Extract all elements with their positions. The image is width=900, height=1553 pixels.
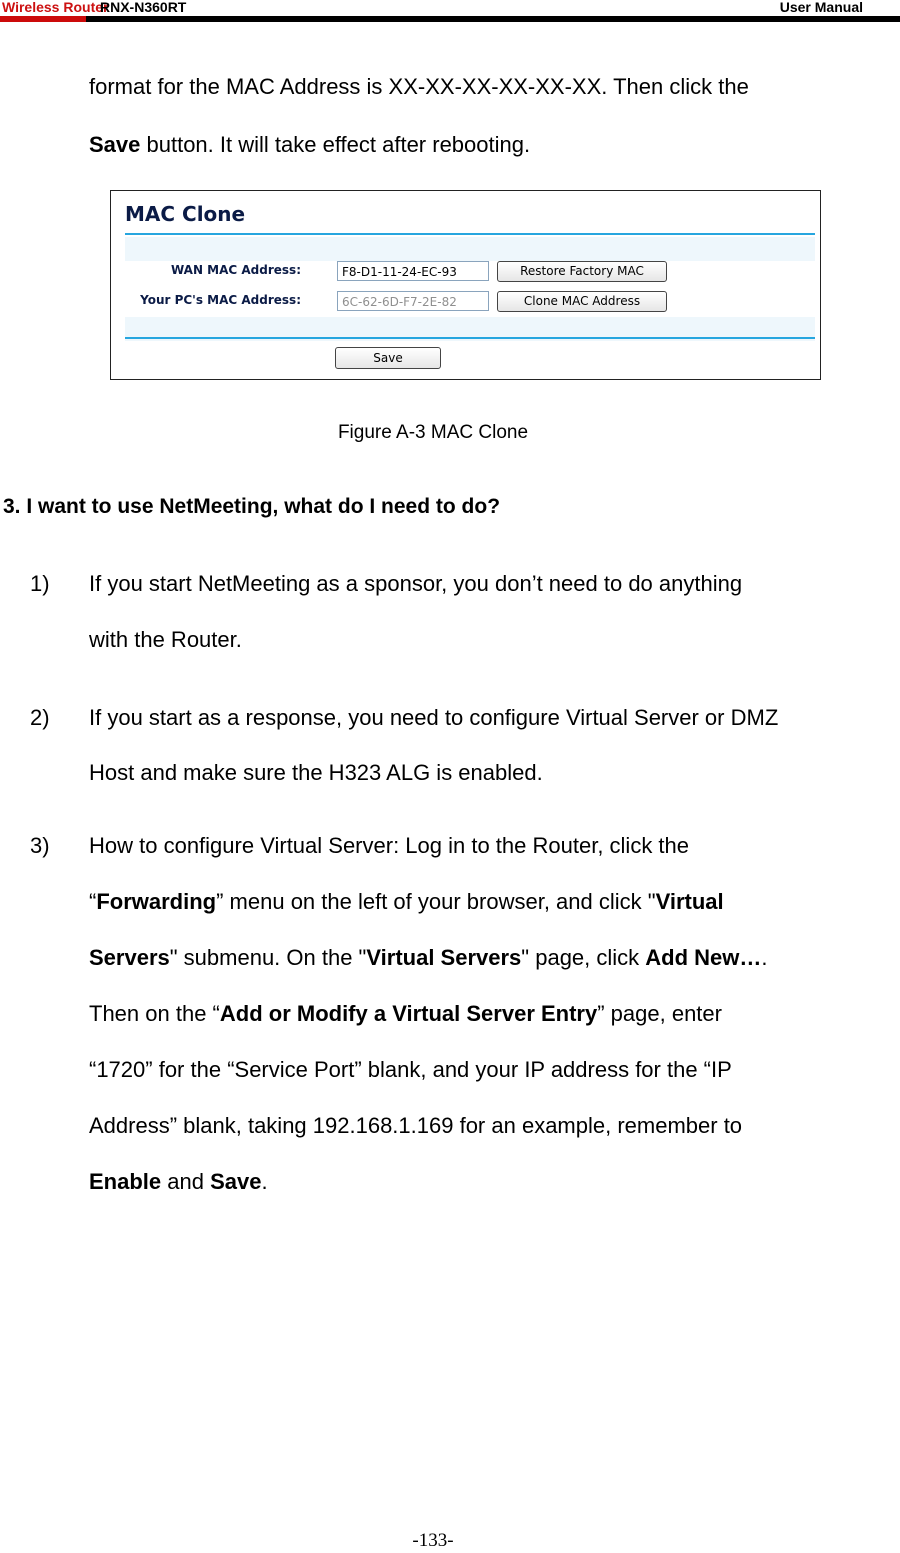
item-3-line-5: “1720” for the “Service Port” blank, and your IP address for the “IP (89, 1057, 732, 1082)
item-3-line-4 (89, 986, 722, 1042)
save-button[interactable]: Save (335, 347, 441, 369)
item-1-line-1: If you start NetMeeting as a sponsor, you don’t need to do anything (89, 571, 743, 596)
text-fragment: ” menu on the left of your browser, and click " (216, 889, 656, 914)
item-3-line-3 (89, 930, 768, 986)
figure-band-top (125, 237, 815, 261)
item-1-number: 1) (30, 571, 50, 596)
item-3-line-7 (89, 1154, 268, 1210)
mac-clone-title: MAC Clone (125, 202, 246, 226)
virtual-bold: Virtual (655, 889, 724, 914)
text-fragment: and (161, 1169, 211, 1194)
virtual-servers-bold: Virtual Servers (366, 945, 522, 970)
forwarding-bold: Forwarding (96, 889, 217, 914)
intro-line-2-rest: button. It will take effect after rebooting. (140, 132, 531, 157)
text-fragment: ” page, enter (597, 1001, 722, 1026)
item-3-line-1: How to configure Virtual Server: Log in to the Router, click the (89, 833, 690, 858)
text-fragment: . (261, 1169, 268, 1194)
wan-mac-input[interactable]: F8-D1-11-24-EC-93 (337, 261, 489, 281)
intro-save-bold: Save (89, 132, 141, 157)
item-3-line-2 (89, 874, 724, 930)
intro-line-2 (89, 117, 530, 173)
mac-clone-figure (110, 190, 821, 380)
text-fragment: . (761, 945, 768, 970)
figure-bottom-separator (125, 337, 815, 339)
header-brand: Wireless Router (2, 0, 109, 15)
text-fragment: “ (89, 889, 97, 914)
item-3-number: 3) (30, 833, 50, 858)
page-header (0, 0, 900, 26)
item-1-line-2: with the Router. (89, 627, 242, 652)
text-fragment: " page, click (521, 945, 646, 970)
servers-bold: Servers (89, 945, 170, 970)
add-new-bold: Add New… (645, 945, 762, 970)
figure-top-separator (125, 233, 815, 235)
text-fragment: " submenu. On the " (169, 945, 367, 970)
item-3-line-6: Address” blank, taking 192.168.1.169 for an example, remember to (89, 1113, 743, 1138)
clone-mac-address-button[interactable]: Clone MAC Address (497, 291, 667, 312)
item-2-number: 2) (30, 705, 50, 730)
header-rule-red (0, 16, 86, 22)
header-model: RNX-N360RT (100, 0, 187, 15)
question-heading: 3. I want to use NetMeeting, what do I need to do? (3, 495, 501, 518)
enable-bold: Enable (89, 1169, 162, 1194)
header-rule-black (86, 16, 900, 22)
wan-mac-label: WAN MAC Address: (170, 263, 301, 277)
item-2-line-1: If you start as a response, you need to configure Virtual Server or DMZ (89, 705, 779, 730)
pc-mac-input[interactable]: 6C-62-6D-F7-2E-82 (337, 291, 489, 311)
figure-caption: Figure A-3 MAC Clone (337, 422, 529, 443)
header-manual-title: User Manual (779, 0, 863, 15)
add-modify-entry-bold: Add or Modify a Virtual Server Entry (219, 1001, 598, 1026)
save-bold: Save (210, 1169, 262, 1194)
text-fragment: Then on the “ (89, 1001, 220, 1026)
intro-line-1: format for the MAC Address is XX-XX-XX-XX-XX-XX. Then click the (89, 74, 749, 99)
page-number: -133- (412, 1530, 454, 1551)
item-2-line-2: Host and make sure the H323 ALG is enabled. (89, 760, 543, 785)
pc-mac-label: Your PC's MAC Address: (140, 293, 301, 307)
restore-factory-mac-button[interactable]: Restore Factory MAC (497, 261, 667, 282)
